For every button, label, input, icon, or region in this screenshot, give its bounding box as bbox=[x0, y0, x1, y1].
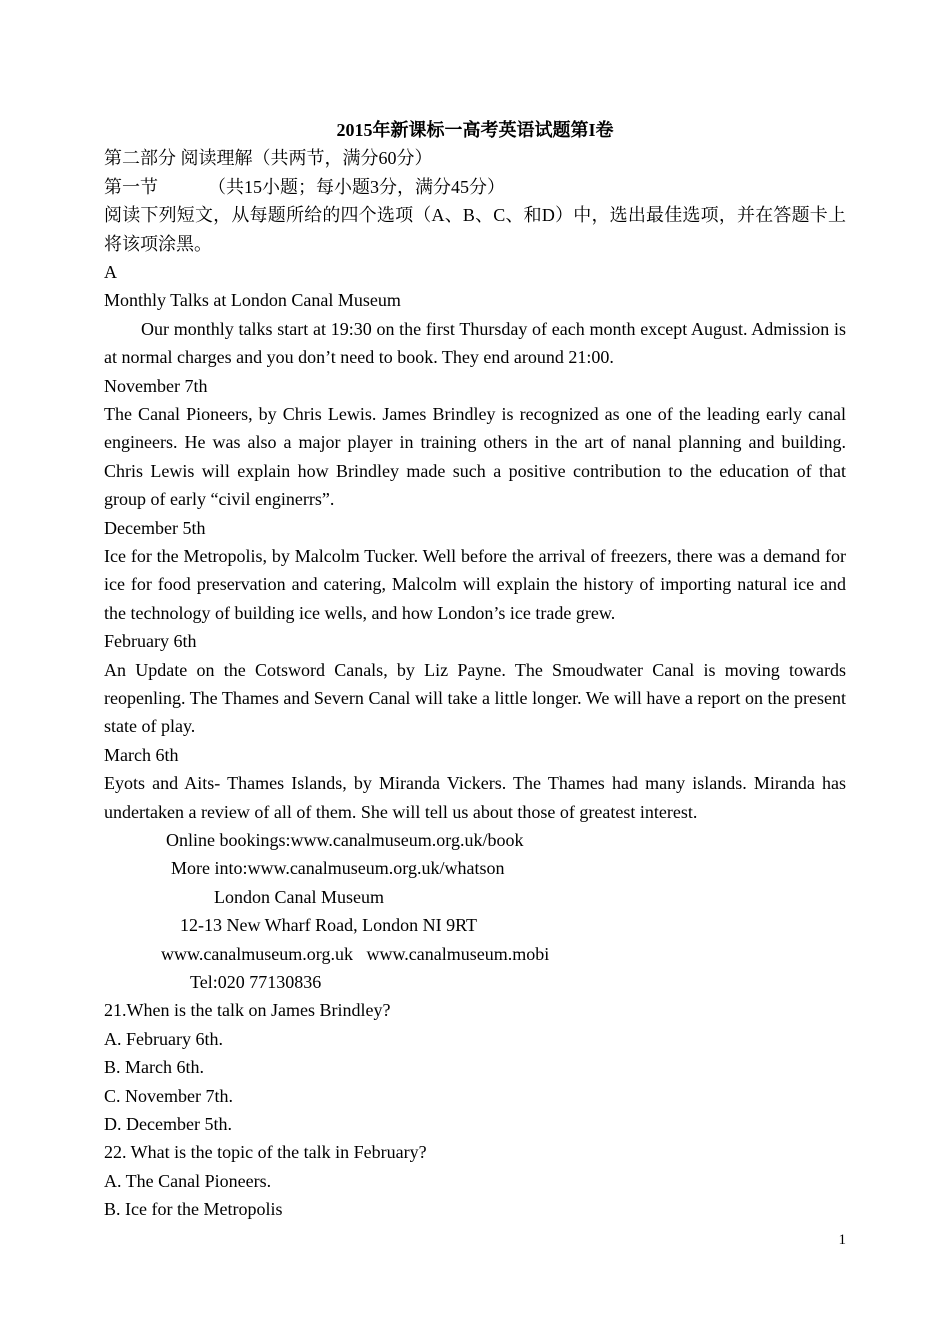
talk-description: Eyots and Aits- Thames Islands, by Miranda Vickers. The Thames had many islands. Miranda has undertaken a review of all of them. She will tell us about those of greatest interest. bbox=[104, 773, 846, 822]
passage-heading: Monthly Talks at London Canal Museum bbox=[104, 290, 401, 311]
talk-description: Ice for the Metropolis, by Malcolm Tucker. Well before the arrival of freezers, there was a demand for ice for food preservation and catering, Malcolm will explain the history of importing natural ice and the technology of building ice wells, and how London’s ice trade grew. bbox=[104, 545, 846, 623]
passage-letter: A bbox=[104, 261, 117, 282]
section-note: （共15小题；每小题3分，满分45分） bbox=[208, 176, 505, 197]
question-option: D. December 5th. bbox=[104, 1113, 232, 1134]
question-option: A. February 6th. bbox=[104, 1028, 223, 1049]
question-stem: 21.When is the talk on James Brindley? bbox=[104, 1000, 391, 1021]
talk-description: An Update on the Cotsword Canals, by Liz Payne. The Smoudwater Canal is moving towards reopenling. The Thames and Severn Canal will take a little longer. We will have a report on the present state of play. bbox=[104, 659, 846, 737]
passage-intro: Our monthly talks start at 19:30 on the first Thursday of each month except August. Admission is at normal charges and you don’t need to book. They end around 21:00. bbox=[104, 318, 846, 368]
question-option: B. Ice for the Metropolis bbox=[104, 1199, 283, 1220]
page-content bbox=[104, 116, 846, 1223]
talk-date: February 6th bbox=[104, 631, 197, 652]
talk-date: March 6th bbox=[104, 744, 179, 765]
website-main: www.canalmuseum.org.uk bbox=[161, 943, 353, 964]
question-option: A. The Canal Pioneers. bbox=[104, 1170, 272, 1191]
talk-date: December 5th bbox=[104, 517, 206, 538]
question-option: C. November 7th. bbox=[104, 1085, 233, 1106]
museum-websites bbox=[104, 940, 846, 968]
question-stem: 22. What is the topic of the talk in February? bbox=[104, 1142, 427, 1163]
museum-tel: Tel:020 77130836 bbox=[190, 971, 322, 992]
section-heading bbox=[104, 173, 846, 201]
talk-date: November 7th bbox=[104, 375, 208, 396]
museum-address: 12-13 New Wharf Road, London NI 9RT bbox=[180, 915, 478, 936]
part-heading: 第二部分 阅读理解（共两节，满分60分） bbox=[104, 148, 433, 169]
more-info: More into:www.canalmuseum.org.uk/whatson bbox=[171, 858, 505, 879]
museum-name: London Canal Museum bbox=[214, 886, 384, 907]
online-bookings: Online bookings:www.canalmuseum.org.uk/book bbox=[166, 830, 524, 851]
talk-description: The Canal Pioneers, by Chris Lewis. James Brindley is recognized as one of the leading early canal engineers. He was also a major player in training others in the art of nanal planning and building. Chris Lewis will explain how Brindley made such a positive contribution to the education of that group of early “civil enginerrs”. bbox=[104, 403, 846, 510]
exam-title: 2015年新课标一高考英语试题第I卷 bbox=[336, 120, 614, 140]
section-label: 第一节 bbox=[104, 176, 158, 197]
question-option: B. March 6th. bbox=[104, 1057, 204, 1078]
website-mobile: www.canalmuseum.mobi bbox=[366, 943, 550, 964]
page-number: 1 bbox=[838, 1232, 846, 1248]
instructions: 阅读下列短文，从每题所给的四个选项（A、B、C、和D）中，选出最佳选项，并在答题卡上将该项涂黑。 bbox=[104, 205, 846, 254]
